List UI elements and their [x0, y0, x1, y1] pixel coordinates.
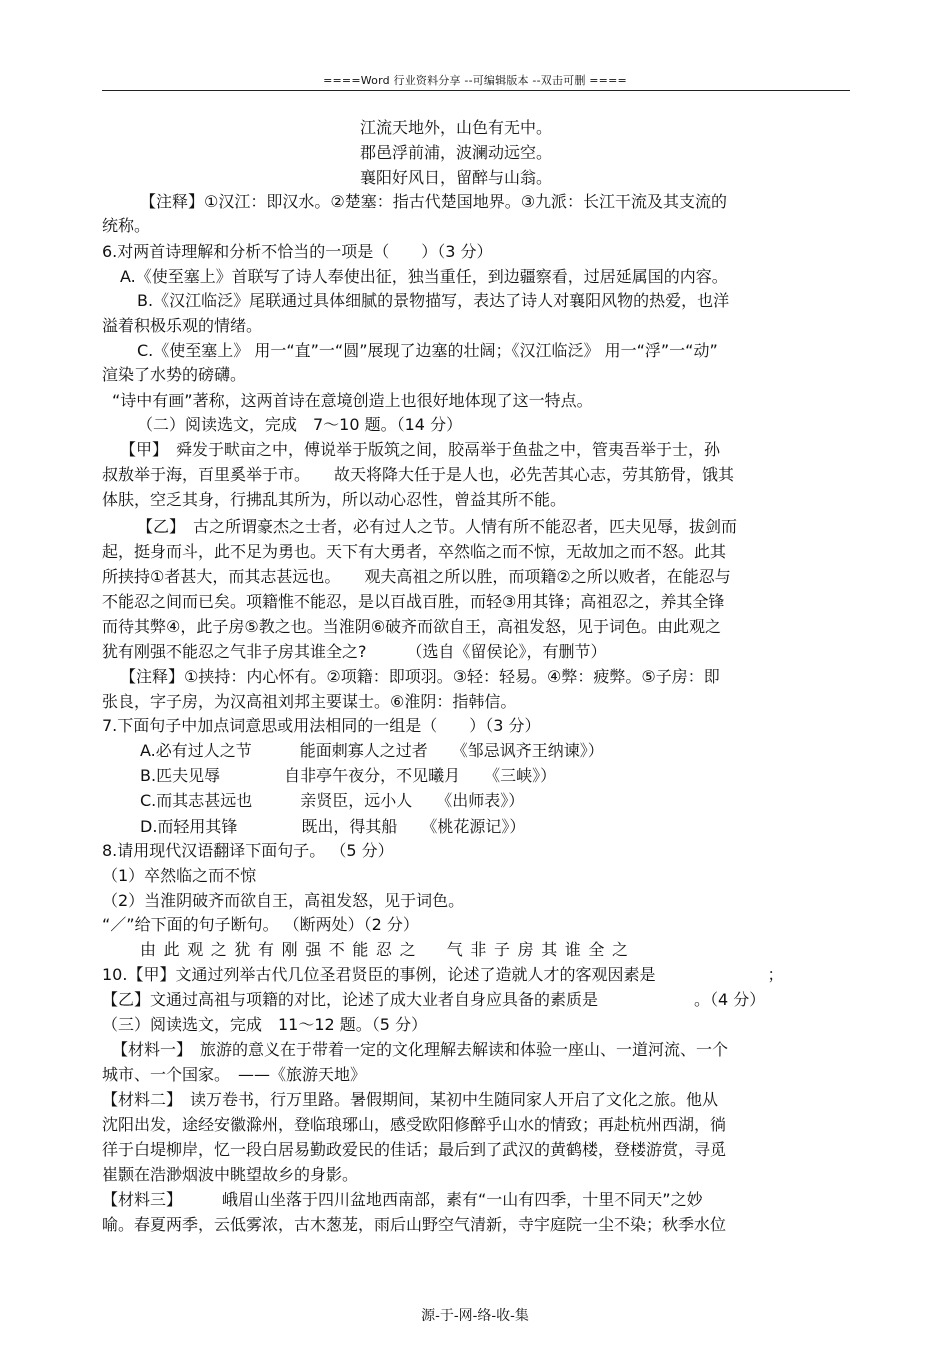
page-footer: 源-于-网-络-收-集 — [421, 1308, 529, 1324]
page-header: ====Word 行业资料分享 --可编辑版本 --双击可删 ==== — [323, 74, 627, 87]
question-8: 8.请用现代汉语翻译下面句子。 （5 分） — [102, 841, 394, 860]
poem-line: 襄阳好风日，留醉与山翁。 — [360, 168, 553, 187]
option-a: A.必有过人之节 能面刺寡人之过者 《邹忌讽齐王纳谏》） — [140, 741, 604, 760]
option-c: C.《使至塞上》 用一“直”一“圆”展现了边塞的壮阔；《汉江临泛》 用一“浮”一“动” — [137, 341, 718, 360]
question-7: 7.下面句子中加点词意思或用法相同的一组是（ ）（3 分） — [102, 716, 541, 735]
passage-jia: 【甲】 舜发于畎亩之中，傅说举于版筑之间，胶鬲举于鱼盐之中，管夷吾举于士，孙 — [120, 440, 721, 459]
question-10: 10.【甲】文通过列举古代几位圣君贤臣的事例，论述了造就人才的客观因素是 ； — [102, 965, 784, 984]
option-b: B.匹夫见辱 自非亭午夜分，不见曦月 《三峡》） — [140, 766, 557, 785]
material-2: 崔颢在浩渺烟波中眺望故乡的身影。 — [102, 1165, 359, 1184]
annotation: 统称。 — [102, 216, 151, 235]
poem-line: 江流天地外，山色有无中。 — [360, 118, 553, 137]
header-rule — [102, 90, 850, 91]
passage-yi: 所挟持①者甚大，而其志甚远也。 观夫高祖之所以胜，而项籍②之所以败者，在能忍与 — [102, 567, 731, 586]
section-heading: （三）阅读选文，完成 11～12 题。（5 分） — [102, 1015, 428, 1034]
option-c: C.而其志甚远也 亲贤臣，远小人 《出师表》） — [140, 791, 525, 810]
passage-yi: 【乙】 古之所谓豪杰之士者，必有过人之节。人情有所不能忍者，匹夫见辱，拔剑而 — [137, 517, 738, 536]
question-8-item: （2）当淮阴破齐而欲自王，高祖发怒，见于词色。 — [102, 891, 465, 910]
option-c: 渲染了水势的磅礴。 — [102, 365, 247, 384]
passage-jia: 体肤，空乏其身，行拂乱其所为，所以动心忍性，曾益其所不能。 — [102, 490, 567, 509]
option-b: 溢着积极乐观的情绪。 — [102, 316, 263, 335]
question-6: 6.对两首诗理解和分析不恰当的一项是（ ）（3 分） — [102, 242, 493, 261]
material-2: 沈阳出发，途经安徽滁州，登临琅琊山，感受欧阳修醉乎山水的情致；再赴杭州西湖，徜 — [102, 1115, 727, 1134]
material-3: 【材料三】 峨眉山坐落于四川盆地西南部，素有“一山有四季，十里不同天”之妙 — [102, 1190, 703, 1209]
passage-yi: 起，挺身而斗，此不足为勇也。天下有大勇者，卒然临之而不惊，无故加之而不怒。此其 — [102, 542, 727, 561]
option-d: “诗中有画”著称，这两首诗在意境创造上也很好地体现了这一特点。 — [112, 391, 593, 410]
option-a: A.《使至塞上》首联写了诗人奉使出征，独当重任，到边疆察看，过居延属国的内容。 — [120, 267, 728, 286]
question-10: 【乙】文通过高祖与项籍的对比，论述了成大业者自身应具备的素质是 。（4 分） — [102, 990, 766, 1009]
poem-line: 郡邑浮前浦，波澜动远空。 — [360, 143, 553, 162]
option-b: B.《汉江临泛》尾联通过具体细腻的景物描写，表达了诗人对襄阳风物的热爱，也洋 — [137, 291, 730, 310]
material-1: 【材料一】 旅游的意义在于带着一定的文化理解去解读和体验一座山、一道河流、一个 — [112, 1040, 729, 1059]
passage-yi: 犹有刚强不能忍之气非子房其谁全之? （选自《留侯论》，有删节） — [102, 642, 607, 661]
passage-yi: 而待其弊④，此子房⑤教之也。当淮阴⑥破齐而欲自王，高祖发怒，见于词色。由此观之 — [102, 617, 722, 636]
passage-jia: 叔敖举于海，百里奚举于市。 故天将降大任于是人也，必先苦其心志，劳其筋骨，饿其 — [102, 465, 735, 484]
material-2: 徉于白堤柳岸，忆一段白居易勤政爱民的佳话；最后到了武汉的黄鹤楼，登楼游赏，寻觅 — [102, 1140, 727, 1159]
annotation: 【注释】①汉江：即汉水。②楚塞：指古代楚国地界。③九派：长江干流及其支流的 — [140, 192, 728, 211]
question-8-item: （1）卒然临之而不惊 — [102, 866, 257, 885]
option-d: D.而轻用其锋 既出，得其船 《桃花源记》） — [140, 817, 526, 836]
section-heading: （二）阅读选文，完成 7～10 题。（14 分） — [137, 415, 463, 434]
question-9-sentence: 由此观之犹有刚强不能忍之 气非子房其谁全之 — [140, 940, 636, 959]
annotation: 【注释】①挟持：内心怀有。②项籍：即项羽。③轻：轻易。④弊：疲弊。⑤子房：即 — [120, 667, 720, 686]
material-3: 喻。春夏两季，云低雾浓，古木葱茏，雨后山野空气清新，寺宇庭院一尘不染；秋季水位 — [102, 1215, 727, 1234]
material-1: 城市、一个国家。 ——《旅游天地》 — [102, 1065, 367, 1084]
annotation: 张良，字子房，为汉高祖刘邦主要谋士。⑥淮阴：指韩信。 — [102, 692, 517, 711]
passage-yi: 不能忍之间而已矣。项籍惟不能忍，是以百战百胜，而轻③用其锋；高祖忍之，养其全锋 — [102, 592, 725, 611]
question-9: “／”给下面的句子断句。 （断两处）（2 分） — [102, 915, 419, 934]
material-2: 【材料二】 读万卷书，行万里路。暑假期间，某初中生随同家人开启了文化之旅。他从 — [102, 1090, 719, 1109]
